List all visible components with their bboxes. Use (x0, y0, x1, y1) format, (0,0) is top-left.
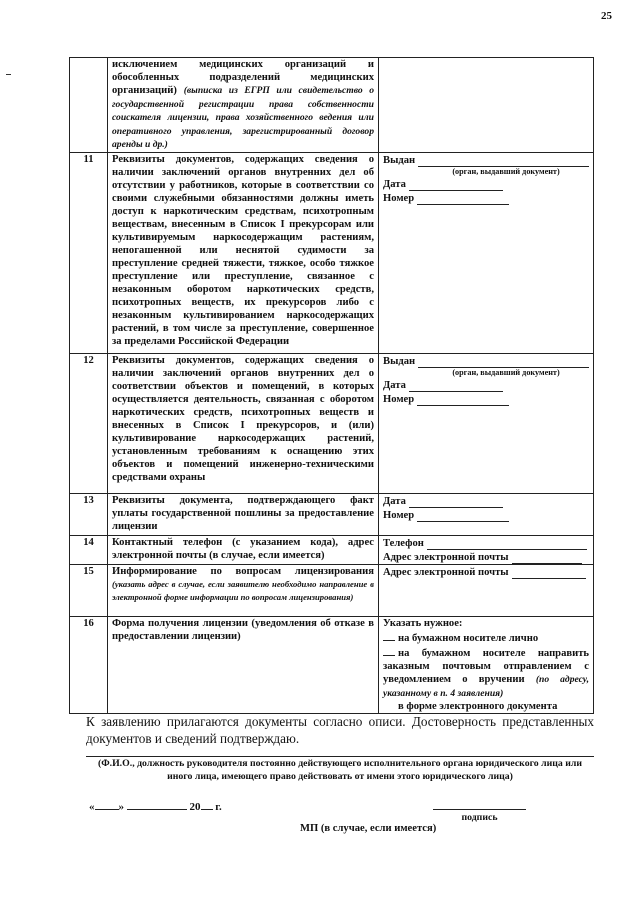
row-description: Контактный телефон (с указанием кода), адрес электронной почты (в случае, если имеется) (108, 535, 379, 564)
stamp-label: МП (в случае, если имеется) (300, 823, 437, 834)
row-description (108, 58, 379, 153)
date-quote-open: « (89, 801, 95, 813)
email-label: Адрес электронной почты (383, 551, 509, 563)
issued-label: Выдан (383, 154, 416, 166)
number-label: Номер (383, 192, 415, 204)
issued-label: Выдан (383, 355, 416, 367)
email-label: Адрес электронной почты (383, 566, 509, 578)
option-checkbox[interactable] (383, 630, 395, 641)
row-number: 14 (70, 535, 108, 564)
issuer-caption: (орган, выдавший документ) (452, 367, 560, 377)
row-value-cell (379, 564, 594, 616)
table-row (70, 535, 594, 564)
row-description: Форма получения лицензии (уведомления об отказе в предоставлении лицензии) (108, 616, 379, 713)
row-number: 12 (70, 353, 108, 493)
number-line (417, 394, 509, 406)
row-number: 11 (70, 152, 108, 353)
row-description (108, 564, 379, 616)
row-value-cell (379, 353, 594, 493)
delivery-option-mail[interactable] (383, 645, 589, 700)
number-field[interactable] (383, 393, 589, 406)
issued-line (418, 155, 589, 167)
option-electronic-label: в форме электронного документа (398, 701, 558, 713)
day-blank[interactable] (95, 799, 119, 810)
row-value-cell (379, 58, 594, 153)
date-label: Дата (383, 495, 406, 507)
row-value-cell (379, 535, 594, 564)
row-description-text: Информирование по вопросам лицензирования (112, 565, 374, 577)
date-line (409, 179, 503, 191)
number-field[interactable] (383, 192, 589, 205)
signatory-caption: (Ф.И.О., должность руководителя постоянно действующего исполнительного органа юридического лица или иного лица, имеющего право действовать от имени этого юридического лица) (97, 758, 583, 782)
email-line (512, 567, 586, 579)
delivery-option-paper[interactable] (383, 630, 589, 645)
date-line (409, 380, 503, 392)
table-row (70, 152, 594, 353)
delivery-option-electronic[interactable] (383, 700, 589, 713)
row-number (70, 58, 108, 153)
number-line (417, 510, 509, 522)
year-suffix: г. (215, 801, 222, 813)
row-number: 15 (70, 564, 108, 616)
phone-line (427, 538, 587, 550)
issued-field[interactable] (383, 154, 589, 167)
issuer-caption: (орган, выдавший документ) (452, 166, 560, 176)
date-field[interactable] (383, 495, 589, 508)
date-label: Дата (383, 178, 406, 190)
delivery-options (379, 616, 594, 713)
row-description: Реквизиты документов, содержащих сведения о наличии заключений органов внутренних дел об отсутствии у работников, которые в соответствии со своими служебными обязанностями должны иметь доступ к наркотическим средствам, психотропным веществам, внесенным в Список I прекурсорам или культивируемым наркосодержащим растениям, непогашенной или неснятой судимости за преступление средней тяжести, тяжкое, особо тяжкое преступление или преступление, связанное с незаконным оборотом наркотических средств, психотропных веществ, их прекурсоров либо с незаконным культивированием наркосодержащих растений, в том числе за преступление, совершенное за пределами Российской Федерации (108, 152, 379, 353)
margin-mark (6, 74, 11, 75)
row-number: 16 (70, 616, 108, 713)
row-note: (указать адрес в случае, если заявителю необходимо направление в электронной форме информации по вопросам лицензирования) (112, 578, 374, 602)
option-checkbox[interactable] (383, 645, 395, 656)
number-line (417, 193, 509, 205)
date-quote-close: » (118, 801, 124, 813)
number-label: Номер (383, 509, 415, 521)
table-row (70, 58, 594, 153)
row-value-cell (379, 152, 594, 353)
row-description: Реквизиты документов, содержащих сведения о наличии заключений органов внутренних дел о соответствии объектов и помещений, в которых осуществляется деятельность, связанная с оборотом наркотических средств, психотропных веществ и внесенных в Список I прекурсоров, и (или) культивирование наркосодержащих растений, установленным требованиям к оснащению этих объектов и помещений инженерно-техническими средствами охраны (108, 353, 379, 493)
email-line (512, 552, 582, 564)
email-field[interactable] (383, 566, 589, 579)
table-row (70, 564, 594, 616)
table-row (70, 353, 594, 493)
option-paper-label: на бумажном носителе лично (398, 632, 539, 644)
date-field[interactable] (383, 379, 589, 392)
option-mail-label: на бумажном носителе направить заказным почтовым отправлением с уведомлением о вручении (383, 647, 589, 685)
row-description: Реквизиты документа, подтверждающего факт уплаты государственной пошлины за предоставление лицензии (108, 493, 379, 535)
delivery-header: Указать нужное: (383, 617, 463, 629)
number-field[interactable] (383, 509, 589, 522)
option-mail-note: (по адресу, указанному в п. 4 заявления) (383, 673, 589, 699)
year-prefix: 20 (189, 801, 201, 813)
date-field[interactable] (383, 178, 589, 191)
table-row (70, 616, 594, 713)
date-line (409, 496, 503, 508)
row-number: 13 (70, 493, 108, 535)
phone-label: Телефон (383, 537, 424, 549)
date-label: Дата (383, 379, 406, 391)
row-value-cell (379, 493, 594, 535)
year-blank[interactable] (201, 799, 213, 810)
application-form-table (69, 57, 594, 714)
signatory-line[interactable] (86, 756, 594, 757)
signature-label: подпись (461, 812, 498, 823)
signature-date[interactable] (89, 799, 222, 813)
number-label: Номер (383, 393, 415, 405)
issued-field[interactable] (383, 355, 589, 368)
closing-statement: К заявлению прилагаются документы согласно описи. Достоверность представленных документов и сведений подтверждаю. (86, 714, 594, 746)
row-description-text: исключением медицинских организаций и обособленных подразделений медицинских организаций) (112, 59, 374, 96)
page-number: 25 (601, 10, 612, 22)
signature-line[interactable] (433, 809, 526, 810)
issued-line (418, 356, 589, 368)
phone-field[interactable] (383, 537, 589, 550)
table-row (70, 493, 594, 535)
email-field[interactable] (383, 551, 589, 564)
row-note: (выписка из ЕГРП или свидетельство о государственной регистрации права собственности соискателя лицензии, права хозяйственного ведения или оперативного управления, зарегистрированный договор аренды и др.) (112, 85, 374, 151)
month-blank[interactable] (127, 799, 187, 810)
